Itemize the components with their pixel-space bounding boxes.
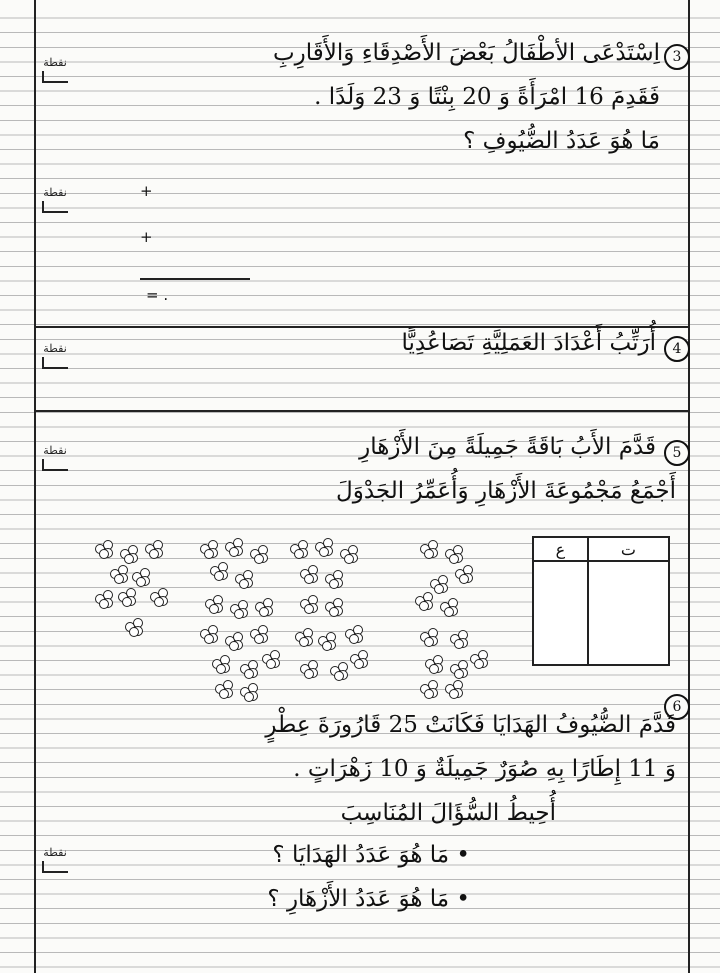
right-margin-border [688, 0, 690, 973]
exercise-number: 4 [664, 336, 690, 362]
flower-icon [255, 598, 272, 615]
column-header: ع [533, 537, 588, 561]
column-header: ت [588, 537, 669, 561]
flower-icon [95, 540, 112, 557]
flower-icon [445, 680, 462, 697]
sum-line [140, 278, 250, 280]
flower-icon [425, 655, 442, 672]
exercise5-line1: قَدَّمَ الأَبُ بَاقَةً جَمِيلَةً مِنَ الأَزْهَارِ [359, 434, 656, 460]
flower-icon [145, 540, 162, 557]
flower-icon [120, 545, 137, 562]
score-box [40, 846, 70, 873]
exercise3-line1: اِسْتَدْعَى الأطْفَالُ بَعْضَ الأَصْدِقَاءِ وَالأَقَارِبِ [273, 40, 660, 66]
flower-icon [212, 655, 229, 672]
flower-icon [215, 680, 232, 697]
score-box [40, 342, 70, 369]
flower-icon [250, 625, 267, 642]
flower-icon [340, 545, 357, 562]
flower-icon [150, 588, 167, 605]
flower-icon [415, 592, 432, 609]
flower-icon [225, 538, 242, 555]
exercise-number: 6 [664, 694, 690, 720]
flower-icon [420, 540, 437, 557]
score-box [40, 56, 70, 83]
exercise6-line1: قَدَّمَ الضُّيُوفُ الهَدَايَا فَكَانَتْ 25 قَارُورَةَ عِطْرٍ [265, 712, 676, 738]
flower-icon [470, 650, 487, 667]
flower-icon [345, 625, 362, 642]
flower-icon [132, 568, 149, 585]
flower-icon [350, 650, 367, 667]
flower-icon [325, 598, 342, 615]
flower-icon [200, 540, 217, 557]
flower-icon [300, 565, 317, 582]
equals-sign: = . [146, 286, 169, 304]
flower-icon [445, 545, 462, 562]
flower-icon [315, 538, 332, 555]
plus-sign: + [140, 182, 153, 200]
flower-icon [262, 650, 279, 667]
flower-icon [440, 598, 457, 615]
flower-icon [225, 632, 242, 649]
plus-sign: + [140, 228, 153, 246]
flower-icon [240, 660, 257, 677]
score-label: نقطة [43, 846, 67, 859]
flower-icon [450, 660, 467, 677]
exercise3-line2: فَقَدِمَ 16 امْرَأَةً وَ 20 بِنْتًا وَ 23 وَلَدًا . [314, 84, 660, 110]
left-margin-border [34, 0, 36, 973]
score-label: نقطة [43, 444, 67, 457]
tally-cell[interactable] [533, 561, 588, 665]
flower-icon [290, 540, 307, 557]
flower-icon [230, 600, 247, 617]
exercise3-question: مَا هُوَ عَدَدُ الضُّيُوفِ ؟ [463, 128, 660, 154]
score-label: نقطة [43, 186, 67, 199]
flower-icon [235, 570, 252, 587]
flower-icon [240, 683, 257, 700]
score-label: نقطة [43, 342, 67, 355]
tally-table [532, 536, 670, 666]
score-label: نقطة [43, 56, 67, 69]
flower-icon [450, 630, 467, 647]
flower-icon [300, 660, 317, 677]
flower-icon [455, 565, 472, 582]
flower-icon [200, 625, 217, 642]
flower-icon [110, 565, 127, 582]
section-separator [36, 326, 688, 328]
exercise-number: 3 [664, 44, 690, 70]
question-option-2[interactable]: • مَا هُوَ عَدَدُ الأَزْهَارِ ؟ [267, 886, 470, 912]
flower-icon [430, 575, 447, 592]
flower-icon [330, 662, 347, 679]
flower-icon [420, 680, 437, 697]
flower-icon [118, 588, 135, 605]
score-box [40, 444, 70, 471]
flower-icon [325, 570, 342, 587]
question-option-1[interactable]: • مَا هُوَ عَدَدُ الهَدَايَا ؟ [272, 842, 470, 868]
flower-icon [300, 595, 317, 612]
flower-icon [420, 628, 437, 645]
exercise5-line2: أَجْمَعُ مَجْمُوعَةَ الأَزْهَارِ وَأُعَمِّرُ الجَدْوَلَ [336, 478, 676, 504]
section-separator [36, 410, 688, 412]
tally-cell[interactable] [588, 561, 669, 665]
exercise6-instruction: أُحِيطُ السُّؤَالَ المُنَاسِبَ [340, 800, 556, 826]
flower-icon [95, 590, 112, 607]
exercise-number: 5 [664, 440, 690, 466]
flower-icon [205, 595, 222, 612]
flower-icon [210, 562, 227, 579]
flower-icon [125, 618, 142, 635]
flower-icon [318, 632, 335, 649]
flower-icon [250, 545, 267, 562]
score-box [40, 186, 70, 213]
exercise4-instruction: أُرَتِّبُ أَعْدَادَ العَمَلِيَّةِ تَصَاعُدِيًّا [401, 330, 656, 356]
exercise6-line2: وَ 11 إِطَارًا بِهِ صُوَرٌ جَمِيلَةٌ وَ 10 زَهْرَاتٍ . [293, 756, 676, 782]
flower-icon [295, 628, 312, 645]
